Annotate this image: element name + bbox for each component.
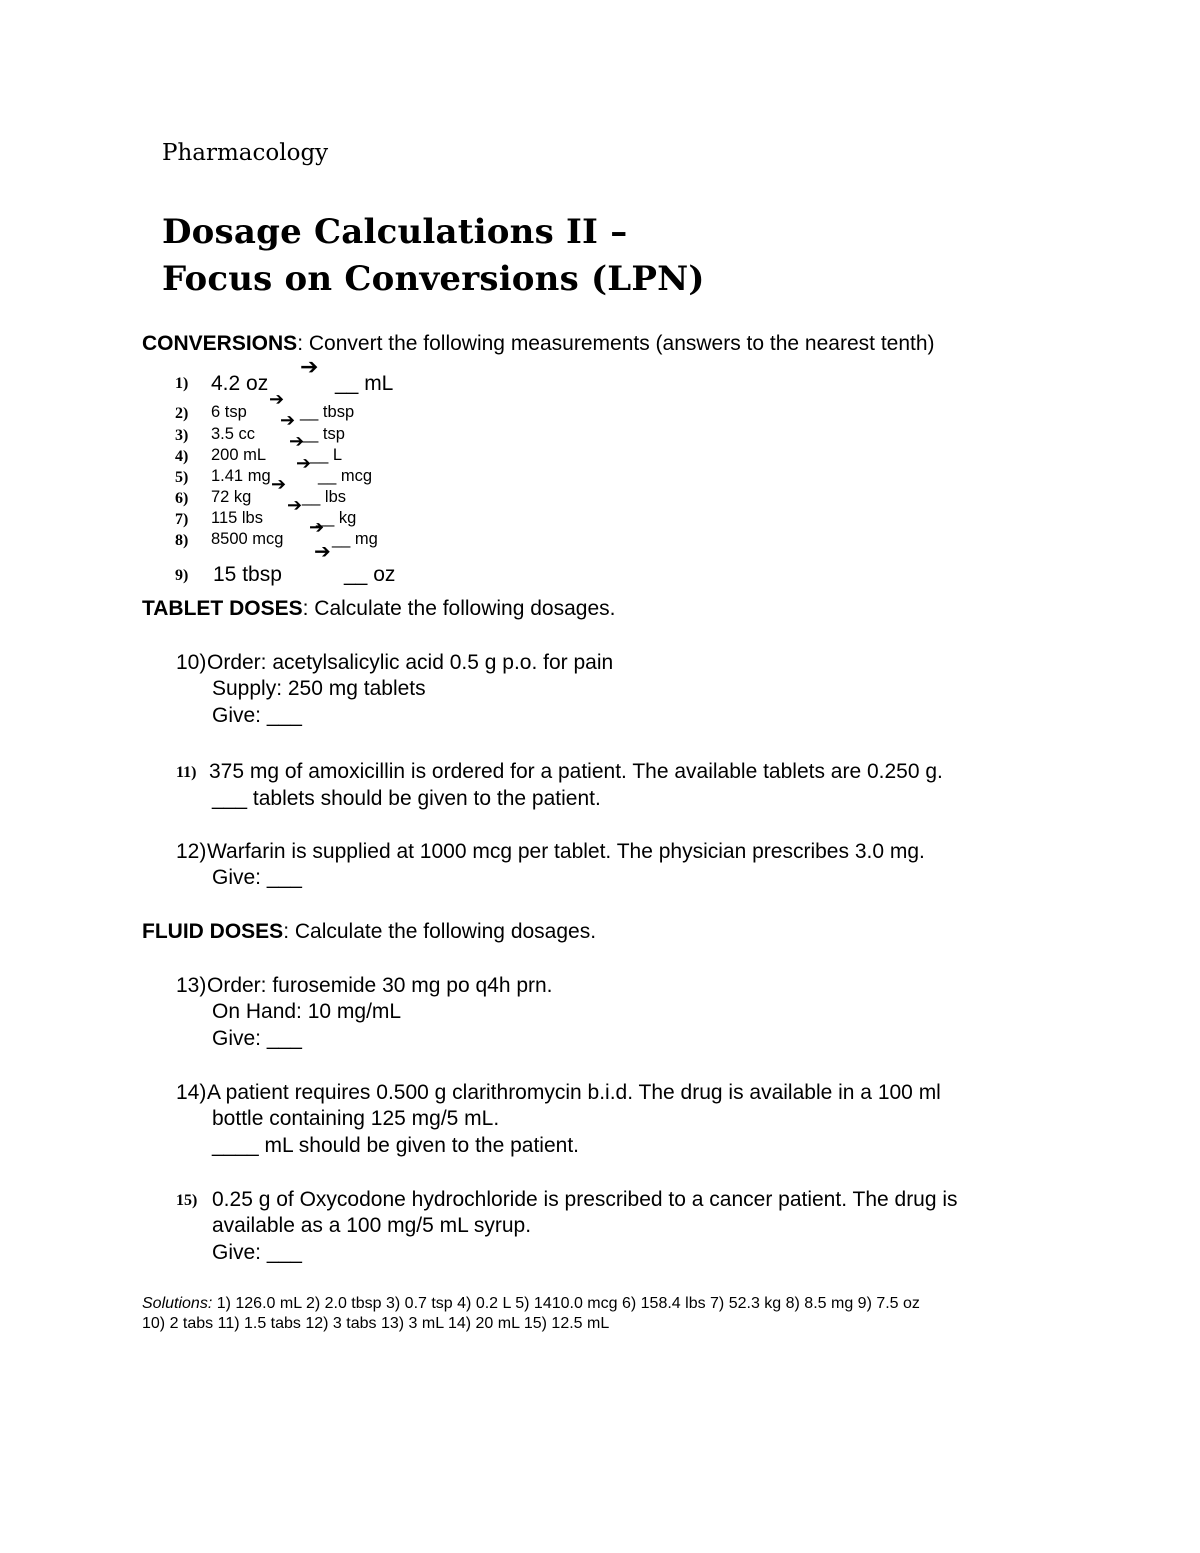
arrow-right-icon: ➔ <box>314 541 331 563</box>
question-13-answer: Give: ___ <box>212 1027 302 1050</box>
arrow-right-icon: ➔ <box>271 474 287 494</box>
tablet-instruction: : Calculate the following dosages. <box>302 597 616 620</box>
arrow-right-icon: ➔ <box>280 410 296 430</box>
conversion-to-3: __ tsp <box>300 425 345 443</box>
question-15-line1: 0.25 g of Oxycodone hydrochloride is prescribed to a cancer patient. The drug is <box>212 1188 958 1211</box>
conversion-number-6: 6) <box>175 490 189 507</box>
conversion-from-4: 200 mL <box>211 446 267 464</box>
question-14-line2: bottle containing 125 mg/5 mL. <box>212 1107 500 1130</box>
arrow-right-icon: ➔ <box>296 453 312 473</box>
question-10-answer: Give: ___ <box>212 704 302 727</box>
conversion-to-5: __ mcg <box>318 467 373 485</box>
question-12-answer: Give: ___ <box>212 866 302 889</box>
solutions-label: Solutions: <box>142 1295 213 1312</box>
conversion-number-9: 9) <box>175 567 189 584</box>
question-11-line2: ___ tablets should be given to the patient. <box>212 787 601 810</box>
conversions-heading: CONVERSIONS <box>142 332 298 355</box>
conversion-number-4: 4) <box>175 448 189 465</box>
fluid-instruction: : Calculate the following dosages. <box>283 920 597 943</box>
question-15-answer: Give: ___ <box>212 1241 302 1264</box>
question-number-12: 12) <box>176 840 207 863</box>
tablet-heading: TABLET DOSES <box>142 597 303 620</box>
conversion-to-6: __ lbs <box>302 488 347 506</box>
conversion-from-1: 4.2 oz <box>211 372 269 395</box>
solutions-line2: 10) 2 tabs 11) 1.5 tabs 12) 3 tabs 13) 3 mL 14) 20 mL 15) 12.5 mL <box>142 1315 610 1332</box>
question-12-line1: Warfarin is supplied at 1000 mcg per tablet. The physician prescribes 3.0 mg. <box>207 840 925 863</box>
conversion-to-9: __ oz <box>344 563 396 586</box>
conversion-to-4: __ L <box>310 446 343 464</box>
conversion-number-1: 1) <box>175 375 189 392</box>
conversion-number-5: 5) <box>175 469 189 486</box>
question-14-answer: ____ mL should be given to the patient. <box>212 1134 579 1157</box>
question-13-line2: On Hand: 10 mg/mL <box>212 1000 402 1023</box>
question-number-15: 15) <box>176 1192 198 1209</box>
solutions-text-1: 1) 126.0 mL 2) 2.0 tbsp 3) 0.7 tsp 4) 0.2 L 5) 1410.0 mcg 6) 158.4 lbs 7) 52.3 kg 8) 8.5 mg 9) 7.5 oz <box>212 1295 920 1312</box>
conversion-to-8: __ mg <box>332 530 378 548</box>
question-10-line2: Supply: 250 mg tablets <box>212 677 426 700</box>
conversion-number-8: 8) <box>175 532 189 549</box>
tablet-heading-line <box>142 597 615 621</box>
conversion-number-2: 2) <box>175 405 189 422</box>
conversion-from-9: 15 tbsp <box>213 563 282 586</box>
question-number-11: 11) <box>176 764 197 781</box>
arrow-right-icon: ➔ <box>300 354 319 379</box>
subject-label: Pharmacology <box>162 140 329 166</box>
question-11-line1: 375 mg of amoxicillin is ordered for a patient. The available tablets are 0.250 g. <box>209 760 943 783</box>
conversion-from-8: 8500 mcg <box>211 530 284 548</box>
solutions-line1 <box>142 1295 920 1313</box>
question-14-line1: A patient requires 0.500 g clarithromycin b.i.d. The drug is available in a 100 ml <box>207 1081 941 1104</box>
question-10-line1: Order: acetylsalicylic acid 0.5 g p.o. for pain <box>207 651 614 674</box>
question-number-13: 13) <box>176 974 207 997</box>
question-13-line1: Order: furosemide 30 mg po q4h prn. <box>207 974 553 997</box>
fluid-heading-line <box>142 920 596 944</box>
arrow-right-icon: ➔ <box>287 495 303 515</box>
conversion-number-3: 3) <box>175 427 189 444</box>
question-number-10: 10) <box>176 651 207 674</box>
conversion-number-7: 7) <box>175 511 189 528</box>
conversions-heading-line <box>142 332 935 356</box>
conversion-from-3: 3.5 cc <box>211 425 256 443</box>
page-title-line2: Focus on Conversions (LPN) <box>162 259 705 299</box>
arrow-right-icon: ➔ <box>289 431 305 451</box>
arrow-right-icon: ➔ <box>309 517 325 537</box>
fluid-heading: FLUID DOSES <box>142 920 284 943</box>
question-15-line2: available as a 100 mg/5 mL syrup. <box>212 1214 532 1237</box>
conversion-from-6: 72 kg <box>211 488 252 506</box>
question-number-14: 14) <box>176 1081 207 1104</box>
conversion-from-5: 1.41 mg <box>211 467 271 485</box>
conversion-to-2: __ tbsp <box>300 403 355 421</box>
conversion-from-7: 115 lbs <box>211 509 263 527</box>
page-title-line1: Dosage Calculations II – <box>162 212 628 252</box>
conversions-instruction: : Convert the following measurements (answers to the nearest tenth) <box>297 332 935 355</box>
conversion-to-7: __ kg <box>316 509 357 527</box>
arrow-right-icon: ➔ <box>269 389 285 409</box>
conversion-to-1: __ mL <box>335 372 394 395</box>
conversion-from-2: 6 tsp <box>211 403 247 421</box>
